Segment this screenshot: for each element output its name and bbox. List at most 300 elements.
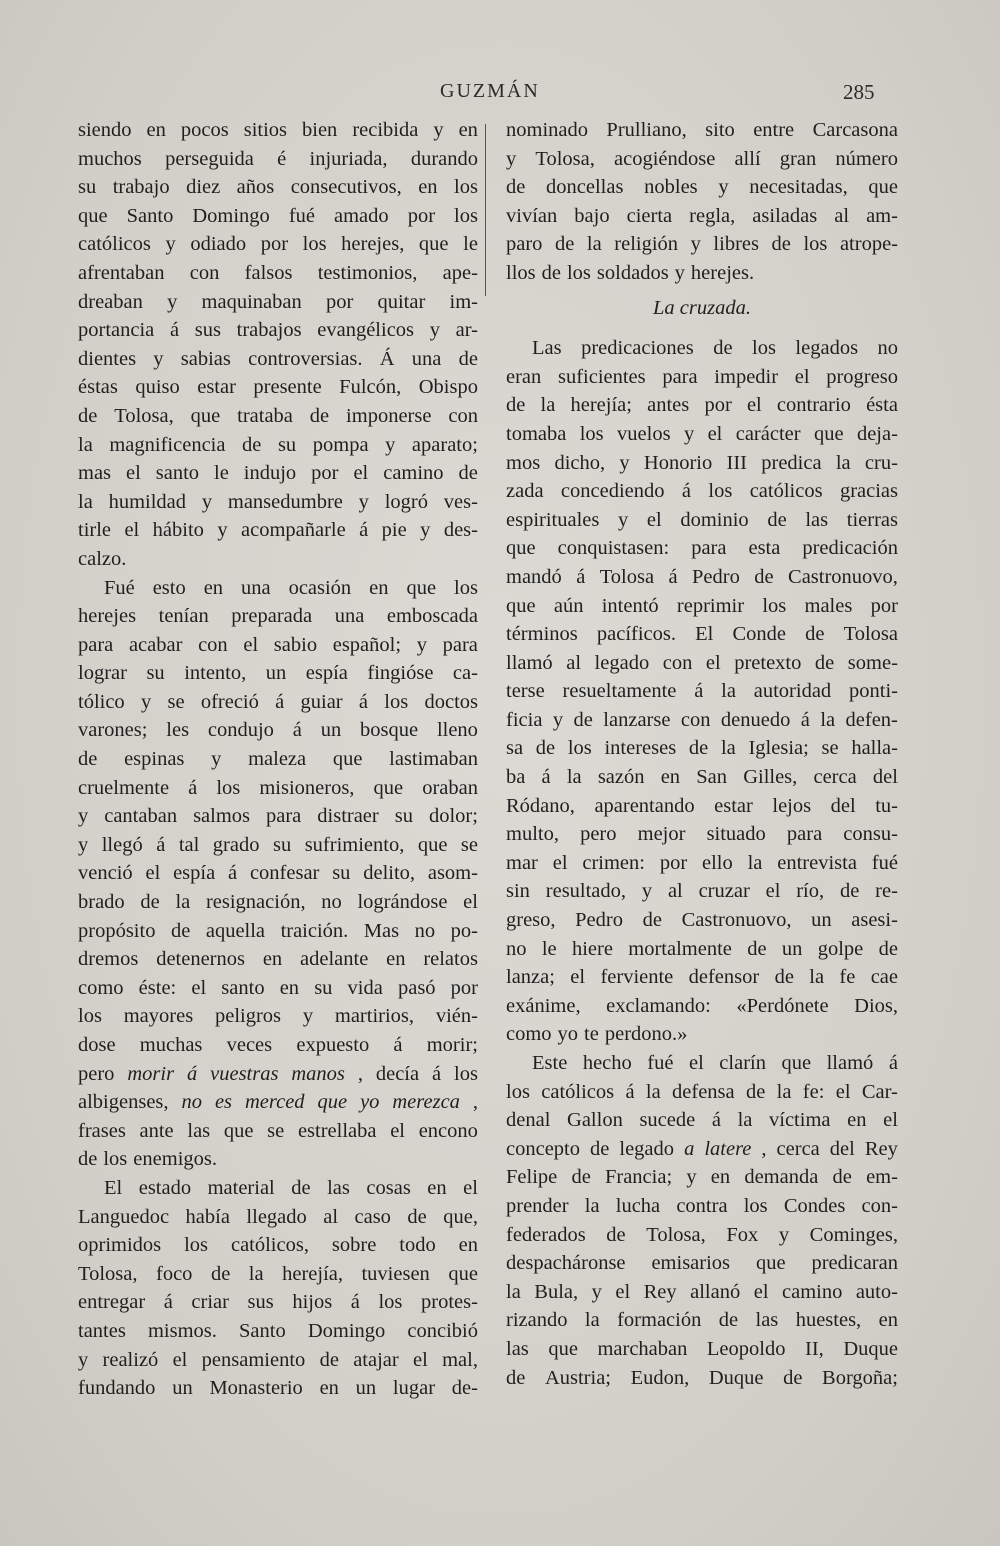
word: en (878, 1309, 898, 1332)
word: pretexto (734, 651, 802, 674)
word: herejes (78, 605, 137, 628)
section-heading: La cruzada. (653, 296, 751, 319)
text-line (78, 1231, 478, 1260)
word: de (642, 909, 662, 932)
text-line (78, 230, 478, 259)
word: cru- (864, 451, 898, 474)
word: Tolosa, (646, 1223, 706, 1246)
word: defensa (672, 1080, 735, 1103)
word: los (78, 1005, 102, 1028)
word: la (721, 680, 736, 703)
word: pasó (397, 976, 436, 999)
word: te (584, 1023, 599, 1046)
word: y (674, 261, 685, 284)
text-line (78, 745, 478, 774)
word: delito, (363, 862, 416, 885)
word: merced (244, 1091, 305, 1114)
word: de (713, 337, 733, 360)
text-line (78, 917, 478, 946)
word: no (181, 1091, 202, 1114)
column-rule (485, 124, 486, 296)
word: santo (155, 462, 200, 485)
text-line (506, 1163, 898, 1192)
word: herejía, (282, 1262, 343, 1285)
word: controversias. (248, 347, 363, 370)
word: legados (795, 337, 859, 360)
word: de (309, 404, 330, 427)
word: trabajo (112, 176, 170, 199)
text-line (78, 602, 478, 631)
word: diez (186, 176, 221, 199)
text-line (506, 173, 898, 202)
word: fe (839, 966, 856, 989)
word: una (241, 576, 271, 599)
word: con (662, 651, 693, 674)
word: soldados (596, 261, 669, 284)
word: que (781, 1052, 812, 1074)
word: pero (580, 823, 617, 846)
word: por (704, 394, 732, 417)
word: em- (866, 1166, 898, 1189)
word: tólico (78, 690, 125, 713)
word: que (548, 1337, 578, 1360)
word: cruelmente (78, 776, 170, 799)
word: Monasterio (209, 1377, 303, 1400)
word: el (705, 651, 721, 674)
word: predica (761, 451, 822, 474)
word: ves- (443, 490, 478, 513)
word: intento, (184, 662, 247, 685)
text-line (506, 506, 898, 535)
text-line (78, 659, 478, 688)
word: de (78, 404, 98, 427)
word: caso (354, 1205, 391, 1228)
text-line (506, 1221, 898, 1250)
word: auto- (855, 1280, 898, 1303)
word: Prulliano, (606, 119, 687, 141)
word: la (820, 708, 836, 731)
word: im- (449, 290, 478, 313)
word: «Perdónete (736, 994, 829, 1017)
word: y (552, 708, 564, 731)
word: traición. (280, 919, 349, 942)
word: víctima (769, 1109, 831, 1132)
word: legado (619, 1137, 675, 1160)
word: que (373, 776, 404, 799)
word: tenían (158, 605, 209, 628)
word: Fué (104, 576, 135, 599)
word: los (454, 1062, 478, 1085)
word: de (839, 880, 860, 903)
word: á (681, 480, 691, 503)
word: presente (253, 376, 322, 399)
word: que (418, 233, 449, 256)
text-line (506, 1249, 898, 1278)
text-line (506, 145, 898, 174)
word: río, (796, 880, 825, 903)
word: fué (871, 851, 898, 874)
word: afrentaban (78, 261, 165, 284)
text-line (506, 116, 898, 145)
word: Á (379, 347, 395, 370)
word: males (804, 594, 853, 617)
word: de (242, 433, 262, 456)
word: y (718, 176, 729, 199)
word: el (124, 519, 140, 542)
word: de (745, 1080, 766, 1103)
word: Cominges, (809, 1223, 898, 1246)
word: II, (805, 1337, 824, 1360)
word: Tolosa (599, 565, 655, 588)
word: para (78, 633, 114, 656)
word: aún (553, 594, 584, 617)
word: su (272, 833, 292, 856)
word: martirios, (334, 1005, 415, 1028)
word: de (878, 937, 898, 960)
word: santo (221, 976, 265, 999)
word: al (566, 651, 582, 674)
word: la (776, 1080, 792, 1103)
word: el (615, 1280, 631, 1303)
word: rizando (506, 1309, 568, 1332)
word: católicos (78, 233, 151, 256)
text-line (78, 888, 478, 917)
word: á (711, 1109, 721, 1132)
text-line (78, 373, 478, 402)
word: mansedumbre (227, 490, 343, 513)
word: del (829, 1137, 855, 1160)
word: llos (506, 261, 536, 284)
word: perseguida (165, 147, 254, 170)
word: lejos (772, 794, 812, 817)
word: en (203, 576, 224, 599)
word: cerca (776, 1137, 820, 1160)
word: magnificencia (109, 433, 226, 456)
word: predicaran (811, 1252, 898, 1275)
word: tuviesen (361, 1262, 430, 1285)
text-line (78, 1145, 478, 1174)
word: sito (705, 119, 735, 141)
word: Austria; (544, 1366, 611, 1389)
word: y (385, 433, 396, 456)
word: pie (381, 519, 407, 542)
word: de (458, 347, 478, 370)
word: foco (156, 1262, 193, 1285)
word: prender (506, 1194, 569, 1217)
word: sabio (273, 633, 318, 656)
word: progreso (826, 365, 898, 388)
text-line (78, 831, 478, 860)
word: allanó (690, 1280, 741, 1303)
word: como (506, 1023, 552, 1046)
word: en (847, 1109, 867, 1132)
word: zada (506, 480, 544, 503)
text-line (506, 1049, 898, 1078)
text-line (78, 974, 478, 1003)
word: consu- (843, 823, 898, 846)
word: Gallon (567, 1109, 623, 1132)
word: á (888, 1052, 898, 1074)
word: en (262, 948, 283, 971)
word: bosque (360, 719, 419, 742)
word: Felipe (506, 1166, 558, 1189)
word: tierras (846, 508, 898, 531)
word: el (835, 1080, 851, 1103)
text-line (78, 116, 478, 145)
word: am- (866, 204, 898, 227)
right-column (506, 116, 898, 1392)
word: la (78, 433, 93, 456)
word: marchaban (597, 1337, 688, 1360)
word: Pedro (692, 565, 740, 588)
word: mayores (123, 1005, 194, 1028)
word: con (680, 708, 711, 731)
word: de (783, 1366, 803, 1389)
word: en (386, 948, 406, 971)
word: Car- (861, 1080, 898, 1103)
word: Domingo (307, 1319, 386, 1342)
word: los (103, 1148, 128, 1171)
text-line (78, 1088, 478, 1117)
word: Santo (126, 204, 174, 227)
word: concepto (506, 1137, 580, 1160)
word: llegado (246, 1205, 307, 1228)
word: Tolosa (843, 623, 898, 646)
word: les (166, 719, 190, 742)
word: á (163, 1291, 173, 1314)
word: de (319, 1348, 339, 1371)
word: Domingo (192, 204, 270, 227)
word: Ródano, (506, 794, 575, 817)
text-line (506, 763, 898, 792)
word: que (332, 748, 363, 771)
word: el (463, 1176, 478, 1199)
word: enemigos. (133, 1148, 217, 1171)
word: aquella (205, 919, 266, 942)
word: un (811, 909, 832, 932)
word: estar (714, 794, 753, 817)
word: deja- (856, 422, 898, 445)
text-line (78, 1117, 478, 1146)
text-line (78, 516, 478, 545)
word: emboscada (386, 605, 478, 628)
word: emisarios (651, 1252, 731, 1275)
word: en (458, 119, 478, 141)
word: que (78, 204, 108, 227)
word: Carcasona (812, 119, 898, 141)
word: Mas (363, 919, 400, 942)
text-line (78, 631, 478, 660)
word: el (390, 1119, 405, 1142)
word: en (369, 576, 389, 599)
word: á (694, 680, 704, 703)
word: de (78, 748, 98, 771)
word: llamó (826, 1052, 874, 1074)
word: á (800, 708, 810, 731)
word: el (746, 394, 762, 417)
word: los (184, 1234, 209, 1257)
word: esto (152, 576, 186, 599)
word: des- (443, 519, 478, 542)
word: confesar (249, 862, 320, 885)
word: guiar (300, 690, 343, 713)
word: predicaciones (581, 337, 694, 360)
word: de (606, 1223, 626, 1246)
word: y (302, 1005, 314, 1028)
word: de (170, 919, 191, 942)
word: á (432, 1062, 442, 1085)
word: libres (713, 233, 759, 256)
word: entre (753, 119, 795, 141)
word: una (411, 347, 442, 370)
word: consecutivos, (290, 176, 402, 199)
word: regla, (689, 204, 736, 227)
word: preparada (231, 605, 313, 628)
text-line (506, 420, 898, 449)
word: evangélicos (317, 319, 415, 342)
word: de (688, 737, 709, 760)
word: los (579, 422, 604, 445)
word: el (570, 966, 586, 989)
word: exclamando: (606, 994, 711, 1017)
text-line (78, 774, 478, 803)
word: demanda (744, 1166, 819, 1189)
word: , (357, 1062, 363, 1085)
word: gracias (839, 480, 898, 503)
word: vuelos (617, 422, 671, 445)
word: ocasión (288, 576, 352, 599)
word: los (803, 233, 828, 256)
word: los (567, 737, 592, 760)
word: sa (506, 737, 524, 760)
word: se (460, 833, 478, 856)
word: y (778, 1223, 790, 1246)
text-line (506, 334, 898, 363)
text-line (506, 734, 898, 763)
word: de (754, 565, 774, 588)
word: religión (614, 233, 679, 256)
word: condujo (207, 719, 274, 742)
word: la (747, 851, 763, 874)
text-line (506, 992, 898, 1021)
word: lugar (392, 1377, 436, 1400)
word: maquinaban (201, 290, 302, 313)
word: recibida (352, 119, 419, 141)
word: y (165, 233, 176, 256)
word: Bula, (534, 1280, 579, 1303)
word: hecho (582, 1052, 632, 1074)
word: sus (194, 319, 221, 342)
word: muchas (139, 1034, 203, 1056)
word: sabias (180, 347, 231, 370)
word: había (185, 1205, 230, 1228)
word: amado (334, 204, 389, 227)
word: dientes (78, 347, 137, 370)
word: aparentando (594, 794, 695, 817)
word: todo (399, 1234, 436, 1257)
word: dremos (78, 948, 139, 971)
word: atajar (353, 1348, 399, 1371)
word: frases (78, 1119, 126, 1142)
word: estar (197, 376, 236, 399)
text-line (506, 820, 898, 849)
text-line (506, 877, 898, 906)
word: ba (506, 766, 526, 789)
word: de (140, 891, 160, 914)
word: la (506, 1280, 521, 1303)
word: defensor (688, 966, 760, 989)
word: y (591, 1280, 602, 1303)
text-line (78, 1031, 478, 1060)
word: términos (506, 623, 578, 646)
word: Iglesia; (748, 737, 809, 760)
word: la (645, 1080, 661, 1103)
text-line (78, 402, 478, 431)
word: y (690, 233, 701, 256)
word: Tolosa, (114, 404, 174, 427)
word: el (765, 880, 781, 903)
word: y (211, 748, 222, 771)
word: dreaban (78, 290, 143, 313)
word: trabajos (236, 319, 302, 342)
word: ficia (506, 708, 543, 731)
word: que (190, 404, 221, 427)
word: de (747, 937, 767, 960)
word: y (201, 490, 213, 513)
word: mortalmente (628, 937, 732, 960)
word: su (78, 176, 97, 199)
word: aparato; (411, 433, 478, 456)
word: manos (291, 1062, 345, 1085)
word: yo (360, 1091, 380, 1114)
word: Rey (864, 1137, 898, 1160)
text-line (78, 574, 478, 603)
word: tomaba (506, 422, 567, 445)
text-line (506, 230, 898, 259)
text-line (506, 1020, 898, 1049)
word: defen- (845, 708, 898, 731)
word: los (454, 176, 478, 199)
word: ponti- (849, 680, 898, 703)
word: y (686, 1166, 697, 1189)
word: el (883, 1109, 898, 1132)
word: contrario (776, 394, 851, 417)
word: se (821, 737, 839, 760)
word: del (872, 766, 898, 789)
word: sazón (597, 766, 645, 789)
word: sobre (331, 1234, 377, 1257)
word: Castronuovo, (788, 565, 898, 588)
word: que (813, 422, 844, 445)
word: Obispo (418, 376, 478, 399)
word: mismos. (147, 1319, 217, 1342)
word: acompañarle (241, 519, 346, 542)
word: huestes, (795, 1309, 862, 1332)
word: y (619, 451, 630, 474)
word: para (266, 805, 302, 828)
word: veces (226, 1034, 273, 1056)
word: y (358, 490, 369, 513)
word: Duque (843, 1337, 898, 1360)
word: distraer (317, 805, 379, 828)
word: gran (779, 147, 817, 170)
word: no (414, 919, 436, 942)
word: en (146, 119, 166, 141)
word: sucede (639, 1109, 696, 1132)
word: Fox (726, 1223, 759, 1246)
word: que (448, 1262, 478, 1285)
text-line (78, 459, 478, 488)
